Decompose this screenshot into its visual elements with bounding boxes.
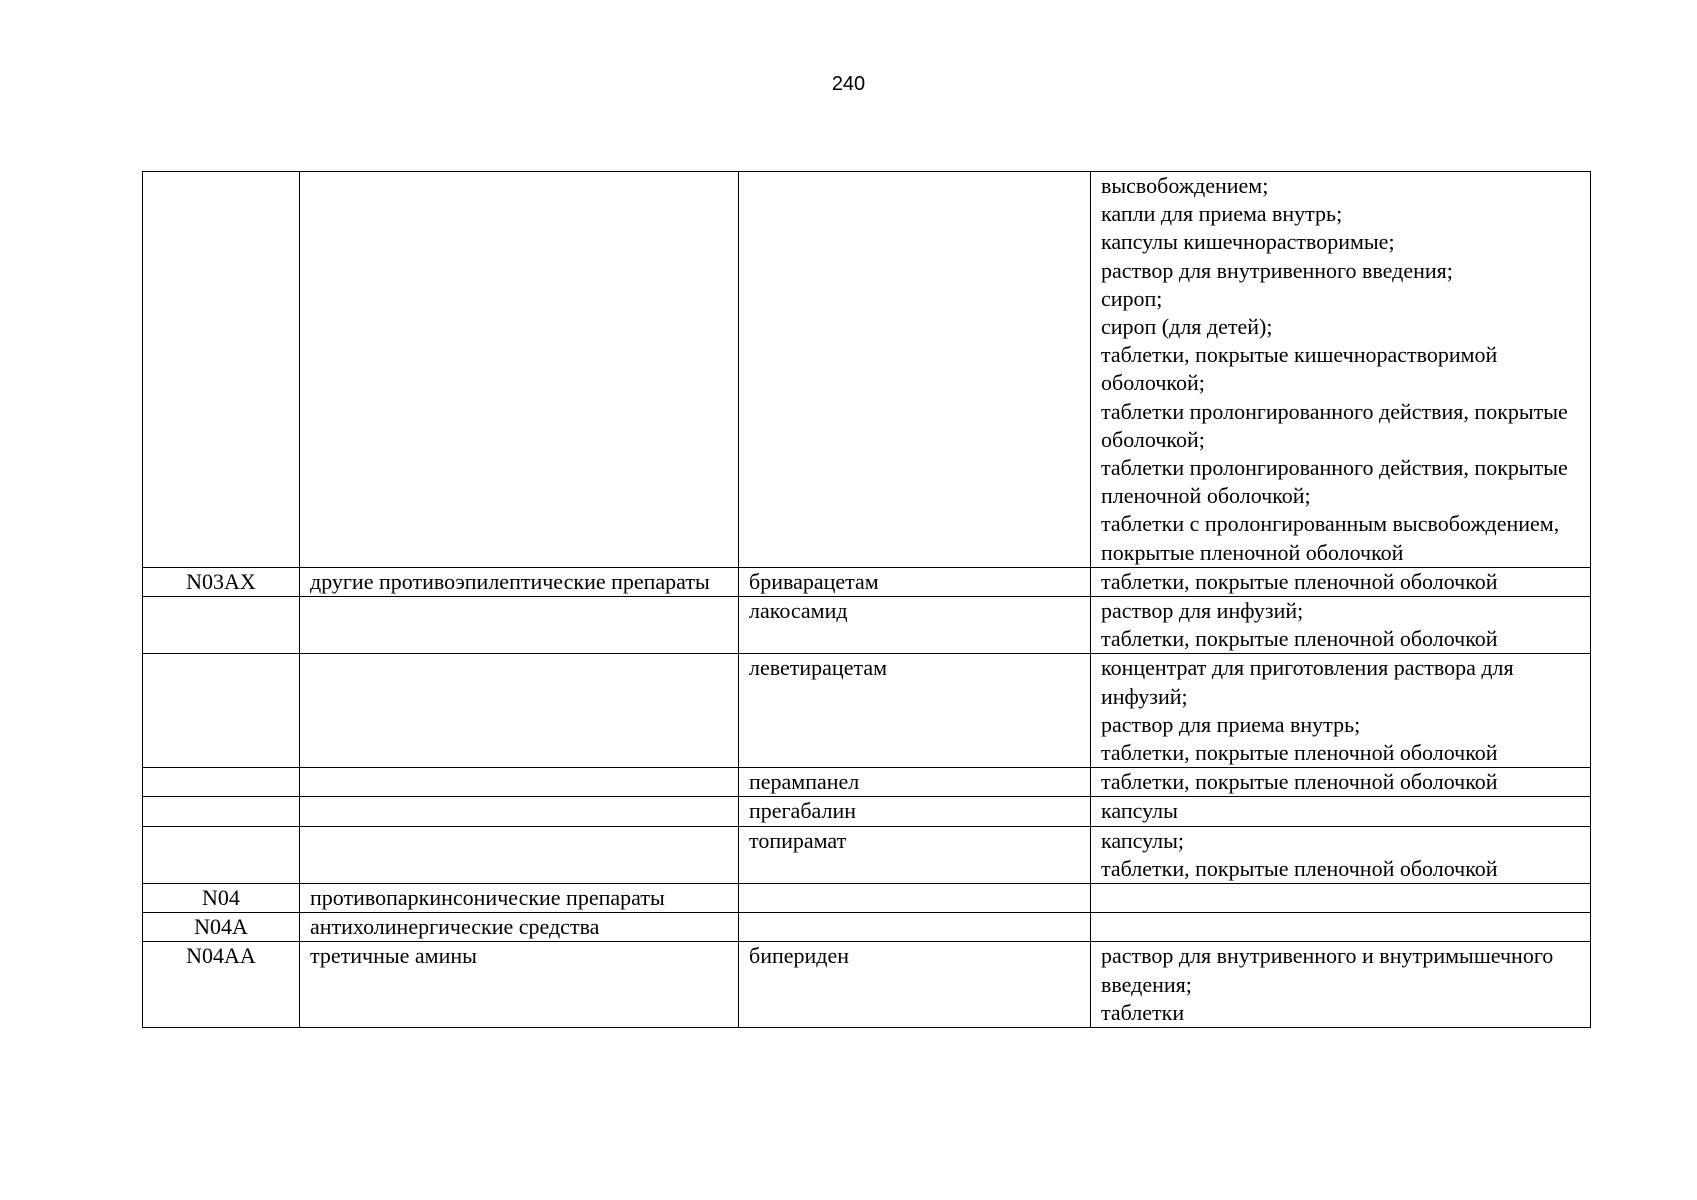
- group-name-cell: [300, 826, 739, 883]
- atc-code-cell: N04AA: [143, 942, 300, 1028]
- atc-code-cell: N04A: [143, 913, 300, 942]
- atc-code-cell: N03AX: [143, 567, 300, 596]
- table-row: [143, 942, 1591, 1028]
- group-name-cell: [300, 654, 739, 768]
- dosage-forms-cell: [1091, 913, 1591, 942]
- drug-name-cell: перампанел: [739, 768, 1091, 797]
- dosage-forms-cell: капсулы: [1091, 797, 1591, 826]
- group-name-cell: третичные амины: [300, 942, 739, 1028]
- group-name-cell: [300, 797, 739, 826]
- drug-name-cell: бриварацетам: [739, 567, 1091, 596]
- atc-code-cell: [143, 654, 300, 768]
- group-name-cell: [300, 768, 739, 797]
- dosage-forms-cell: концентрат для приготовления раствора для инфузий; раствор для приема внутрь; таблетки, покрытые пленочной оболочкой: [1091, 654, 1591, 768]
- drug-name-cell: [739, 172, 1091, 568]
- dosage-forms-cell: раствор для инфузий; таблетки, покрытые пленочной оболочкой: [1091, 597, 1591, 654]
- dosage-forms-cell: капсулы; таблетки, покрытые пленочной оболочкой: [1091, 826, 1591, 883]
- table-row: [143, 172, 1591, 568]
- atc-code-cell: [143, 797, 300, 826]
- table-row: [143, 567, 1591, 596]
- atc-code-cell: [143, 172, 300, 568]
- table-row: [143, 913, 1591, 942]
- atc-code-cell: [143, 826, 300, 883]
- table-row: [143, 884, 1591, 913]
- dosage-forms-cell: [1091, 884, 1591, 913]
- dosage-forms-cell: таблетки, покрытые пленочной оболочкой: [1091, 768, 1591, 797]
- drug-name-cell: [739, 884, 1091, 913]
- table-row: [143, 826, 1591, 883]
- table-row: [143, 597, 1591, 654]
- table-row: [143, 797, 1591, 826]
- drug-name-cell: лакосамид: [739, 597, 1091, 654]
- drug-name-cell: топирамат: [739, 826, 1091, 883]
- table-row: [143, 768, 1591, 797]
- dosage-forms-cell: раствор для внутривенного и внутримышечного введения; таблетки: [1091, 942, 1591, 1028]
- drug-name-cell: прегабалин: [739, 797, 1091, 826]
- table-row: [143, 654, 1591, 768]
- atc-code-cell: [143, 597, 300, 654]
- drug-name-cell: бипериден: [739, 942, 1091, 1028]
- dosage-forms-cell: высвобождением; капли для приема внутрь; капсулы кишечнорастворимые; раствор для внутривенного введения; сироп; сироп (для детей); таблетки, покрытые кишечнорастворимой оболочкой; таблетки пролонгированного действия, покрытые оболочкой; таблетки пролонгированного действия, покрытые пленочной оболочкой; таблетки с пролонгированным высвобождением, покрытые пленочной оболочкой: [1091, 172, 1591, 568]
- group-name-cell: другие противоэпилептические препараты: [300, 567, 739, 596]
- atc-code-cell: [143, 768, 300, 797]
- group-name-cell: противопаркинсонические препараты: [300, 884, 739, 913]
- page-number: 240: [831, 73, 866, 95]
- atc-code-cell: N04: [143, 884, 300, 913]
- group-name-cell: антихолинергические средства: [300, 913, 739, 942]
- drug-table: [142, 171, 1591, 1028]
- drug-name-cell: [739, 913, 1091, 942]
- group-name-cell: [300, 172, 739, 568]
- dosage-forms-cell: таблетки, покрытые пленочной оболочкой: [1091, 567, 1591, 596]
- drug-name-cell: леветирацетам: [739, 654, 1091, 768]
- group-name-cell: [300, 597, 739, 654]
